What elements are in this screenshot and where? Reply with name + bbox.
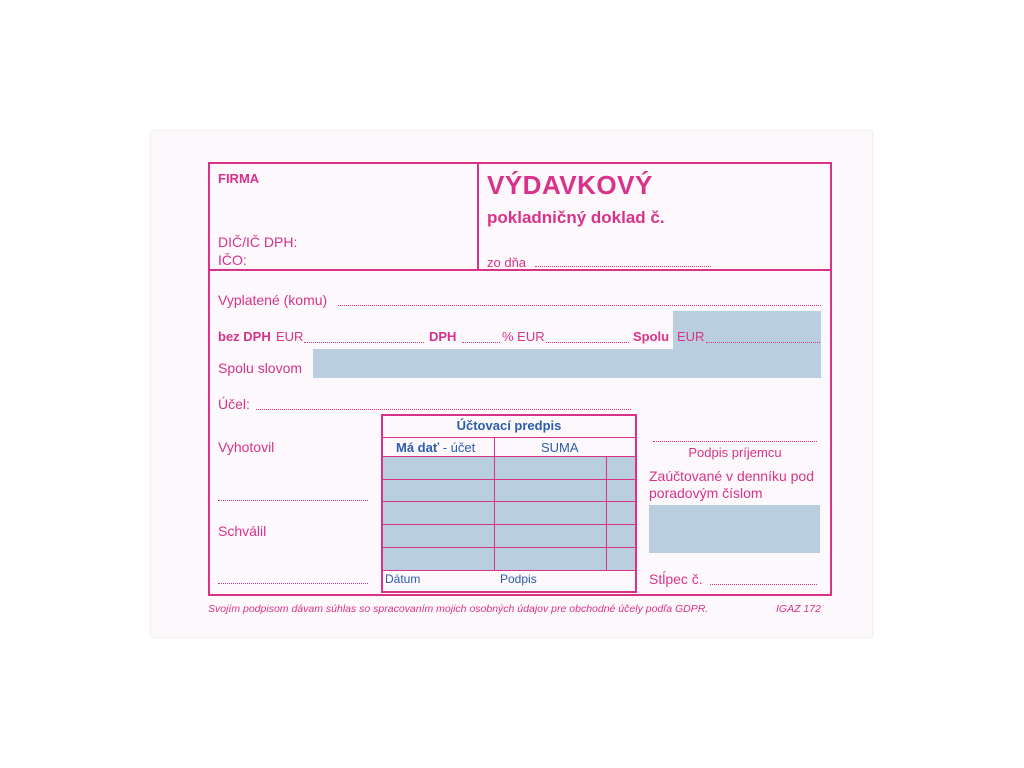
- accounting-grid[interactable]: [383, 457, 635, 570]
- spolu-slovom-field[interactable]: [313, 349, 821, 378]
- spolu-label: Spolu: [633, 329, 670, 344]
- stlpec-label: Stĺpec č.: [649, 571, 703, 587]
- vyplatene-field[interactable]: [338, 305, 821, 306]
- dph-label: DPH: [429, 329, 457, 344]
- spolu-eur: EUR: [677, 329, 705, 344]
- accounting-col-suma: SUMA: [541, 440, 579, 455]
- zauctovane-line2: poradovým číslom: [649, 485, 763, 501]
- bez-dph-field[interactable]: [304, 342, 424, 343]
- accounting-title: Účtovací predpis: [456, 418, 562, 433]
- dic-label: DIČ/IČ DPH:: [218, 234, 298, 250]
- zo-dna-label: zo dňa: [487, 255, 527, 270]
- zauctovane-line1: Zaúčtované v denníku pod: [649, 468, 815, 484]
- voucher-subtitle: pokladničný doklad č.: [487, 208, 665, 227]
- bez-dph-eur: EUR: [276, 329, 304, 344]
- vyhotovil-signature-field[interactable]: [218, 500, 368, 501]
- schvalil-signature-field[interactable]: [218, 583, 368, 584]
- accounting-podpis-label: Podpis: [500, 572, 537, 586]
- ucet-label: - účet: [439, 440, 476, 455]
- vyhotovil-label: Vyhotovil: [218, 439, 275, 455]
- podpis-prijemcu-field[interactable]: [653, 441, 817, 442]
- vyplatene-label: Vyplatené (komu): [218, 292, 328, 308]
- ucel-label: Účel:: [218, 396, 250, 412]
- accounting-row-line: [382, 547, 636, 548]
- schvalil-label: Schválil: [218, 523, 267, 539]
- form-code: IGAZ 172: [776, 603, 821, 615]
- accounting-datum-label: Dátum: [385, 572, 421, 586]
- poradove-cislo-field[interactable]: [649, 505, 820, 553]
- bez-dph-label: bez DPH: [218, 329, 271, 344]
- dph-percent-field[interactable]: [462, 342, 500, 343]
- ucel-field[interactable]: [256, 409, 631, 410]
- accounting-col-divider: [494, 438, 495, 570]
- accounting-row-line: [382, 524, 636, 525]
- spolu-eur-field[interactable]: [706, 342, 820, 343]
- zo-dna-field[interactable]: [535, 266, 711, 267]
- dph-eur-field[interactable]: [546, 342, 629, 343]
- voucher-title: VÝDAVKOVÝ: [487, 170, 653, 200]
- accounting-col-ma-dat: [396, 440, 475, 455]
- accounting-title-divider: [382, 437, 636, 438]
- header-divider-vertical: [477, 162, 479, 270]
- accounting-cents-divider: [606, 457, 607, 570]
- spolu-slovom-label: Spolu slovom: [218, 360, 303, 376]
- stlpec-field[interactable]: [710, 584, 817, 585]
- firma-label: FIRMA: [218, 171, 260, 186]
- accounting-row-line: [382, 570, 636, 571]
- ico-label: IČO:: [218, 252, 247, 268]
- dph-percent-eur: % EUR: [502, 329, 545, 344]
- gdpr-consent-text: Svojím podpisom dávam súhlas so spracovaním mojich osobných údajov pre obchodné účely podľa GDPR.: [208, 603, 709, 615]
- podpis-prijemcu-label: Podpis príjemcu: [688, 445, 782, 460]
- accounting-row-line: [382, 501, 636, 502]
- accounting-row-line: [382, 479, 636, 480]
- ma-dat-label: Má dať: [396, 440, 440, 455]
